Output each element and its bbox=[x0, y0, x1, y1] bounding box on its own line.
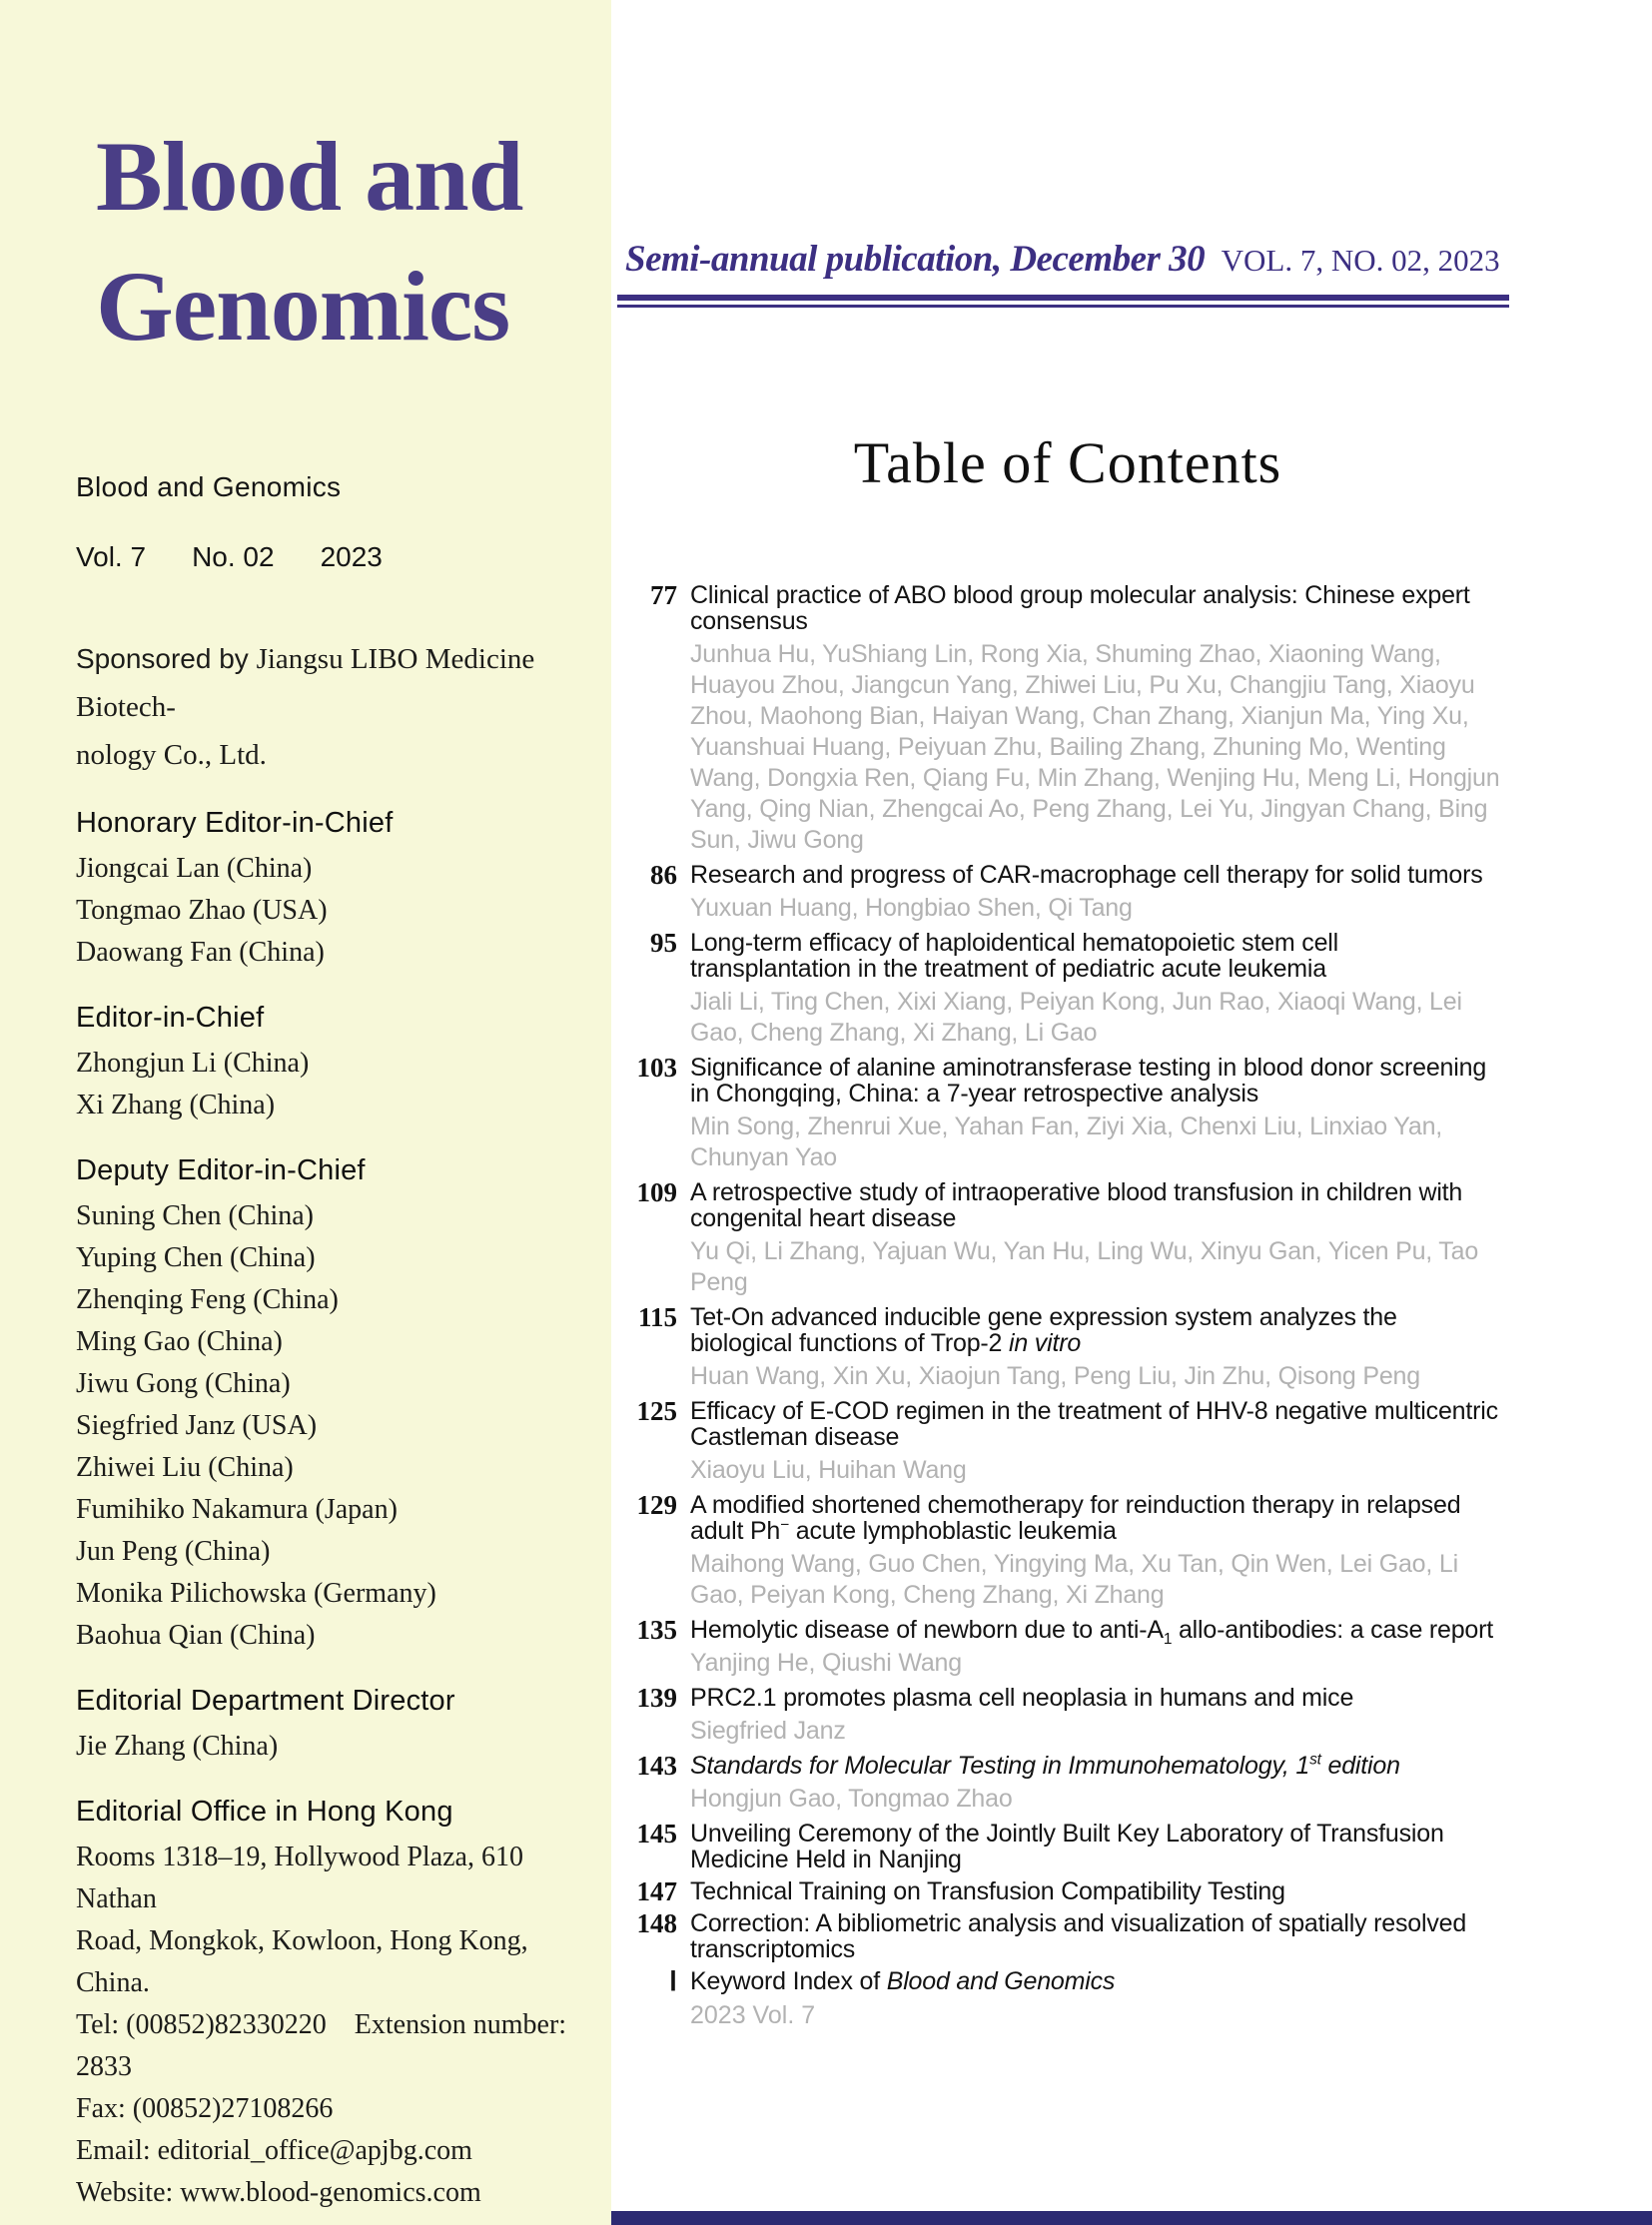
title-segment: PRC2.1 promotes plasma cell neoplasia in humans and mice bbox=[690, 1684, 1354, 1712]
toc-entry-authors: Junhua Hu, YuShiang Lin, Rong Xia, Shuming Zhao, Xiaoning Wang, Huayou Zhou, Jiangcun Yang, Zhiwei Liu, Pu Xu, Changjiu Tang, Xiaoyu Zhou, Maohong Bian, Haiyan Wang, Chan Zhang, Xianjun Ma, Ying Xu, Yuanshuai Huang, Peiyuan Zhu, Bailing Zhang, Zhuning Mo, Wenting Wang, Dongxia Ren, Qiang Fu, Min Zhang, Wenjing Hu, Meng Li, Hongjun Yang, Qing Nian, Zhengcai Ao, Peng Zhang, Lei Yu, Jingyan Chang, Bing Sun, Jiwu Gong bbox=[690, 640, 1500, 854]
title-segment: Keyword Index of bbox=[690, 1967, 887, 1995]
toc-entry bbox=[625, 1179, 1510, 1298]
sidebar-sections bbox=[76, 807, 583, 2214]
toc-entry-title bbox=[690, 1492, 1501, 1544]
toc-entry-body bbox=[690, 1492, 1501, 1611]
title-segment: acute lymphoblastic leukemia bbox=[789, 1517, 1117, 1545]
toc-entry-body bbox=[690, 1910, 1501, 1962]
sidebar-section-heading: Editor-in-Chief bbox=[76, 1002, 265, 1034]
sidebar-section-line: Jiwu Gong (China) bbox=[76, 1368, 291, 1399]
toc-entry-authors: Siegfried Janz bbox=[690, 1717, 846, 1745]
toc-entry-title bbox=[690, 1179, 1501, 1231]
title-segment: allo-antibodies: a case report bbox=[1172, 1616, 1494, 1644]
sidebar-section-line: Fumihiko Nakamura (Japan) bbox=[76, 1494, 398, 1525]
toc-entry-title bbox=[690, 862, 1501, 888]
title-segment: Significance of alanine aminotransferase testing in blood donor screening in Chongqing, China: a 7-year retrospective analysis bbox=[690, 1054, 1487, 1108]
title-segment: − bbox=[780, 1516, 789, 1534]
toc-entry-body bbox=[690, 930, 1501, 1049]
toc-footer-note: 2023 Vol. 7 bbox=[690, 2001, 816, 2029]
toc-entry-page-number: 95 bbox=[650, 928, 677, 958]
toc-entry-page-number: 143 bbox=[636, 1751, 677, 1781]
sponsor-org-line2: nology Co., Ltd. bbox=[76, 739, 267, 771]
sidebar-section-line: Email: editorial_office@apjbg.com bbox=[76, 2135, 472, 2166]
sidebar-section-line: Road, Mongkok, Kowloon, Hong Kong, China. bbox=[76, 1925, 535, 1998]
sidebar-section-line: Zhenqing Feng (China) bbox=[76, 1284, 339, 1315]
publication-header bbox=[625, 238, 1510, 281]
sidebar-section-line: Jie Zhang (China) bbox=[76, 1731, 279, 1762]
toc-entry-page-number: 145 bbox=[636, 1819, 677, 1849]
sponsor-block bbox=[76, 635, 583, 779]
title-segment: Blood and Genomics bbox=[886, 1967, 1116, 1995]
toc-entry-page-number: 103 bbox=[636, 1053, 677, 1083]
toc-entry-page-number: 139 bbox=[636, 1683, 677, 1713]
toc-entry-page-number: 125 bbox=[636, 1396, 677, 1426]
toc-entry-page-number: 135 bbox=[636, 1615, 677, 1645]
toc-entry-body bbox=[690, 582, 1501, 856]
toc-entry-title bbox=[690, 1304, 1501, 1356]
toc-entry-title bbox=[690, 930, 1501, 982]
title-segment: Hemolytic disease of newborn due to anti-A bbox=[690, 1616, 1164, 1644]
sidebar-section-line: Jiongcai Lan (China) bbox=[76, 853, 313, 884]
title-segment: Technical Training on Transfusion Compatibility Testing bbox=[690, 1877, 1285, 1905]
header-double-rule bbox=[617, 295, 1509, 308]
sidebar-section-line: Fax: (00852)27108266 bbox=[76, 2093, 334, 2124]
toc-entry-title bbox=[690, 1968, 1501, 1994]
toc-entry bbox=[625, 862, 1510, 924]
sidebar-section-line: Zhiwei Liu (China) bbox=[76, 1452, 294, 1483]
toc-entry-body bbox=[690, 1685, 1501, 1747]
toc-entry bbox=[625, 1878, 1510, 1904]
toc-entry bbox=[625, 1753, 1510, 1815]
sidebar-section-heading: Deputy Editor-in-Chief bbox=[76, 1154, 366, 1186]
toc-entry-body bbox=[690, 1968, 1501, 1994]
toc-entry-page-number: 129 bbox=[636, 1490, 677, 1520]
sidebar-section bbox=[76, 807, 583, 974]
toc-entry-page-number: 147 bbox=[636, 1876, 677, 1906]
toc-entry bbox=[625, 930, 1510, 1049]
issue-number: No. 02 bbox=[192, 541, 275, 572]
title-segment: Long-term efficacy of haploidentical hematopoietic stem cell transplantation in the treatment of pediatric acute leukemia bbox=[690, 929, 1338, 983]
sidebar-section-line: Tongmao Zhao (USA) bbox=[76, 895, 328, 926]
issue-year: 2023 bbox=[320, 541, 383, 572]
toc-entry bbox=[625, 582, 1510, 856]
title-segment: Research and progress of CAR-macrophage cell therapy for solid tumors bbox=[690, 861, 1483, 889]
toc-entry-authors: Xiaoyu Liu, Huihan Wang bbox=[690, 1456, 967, 1484]
journal-name: Blood and Genomics bbox=[76, 471, 342, 502]
journal-title bbox=[96, 112, 583, 371]
sidebar-section-line: Rooms 1318–19, Hollywood Plaza, 610 Nathan bbox=[76, 1842, 530, 1914]
sidebar-section-line: Suning Chen (China) bbox=[76, 1200, 314, 1231]
sidebar-section-heading: Honorary Editor-in-Chief bbox=[76, 807, 394, 839]
sidebar-section-line: Yuping Chen (China) bbox=[76, 1242, 316, 1273]
footer-rule-bar bbox=[611, 2211, 1652, 2225]
sponsor-org-line1: Jiangsu LIBO Medicine Biotech- bbox=[76, 643, 535, 723]
toc-column bbox=[611, 0, 1510, 2031]
toc-entry-authors: Hongjun Gao, Tongmao Zhao bbox=[690, 1785, 1013, 1813]
sidebar-section-line: Baohua Qian (China) bbox=[76, 1620, 316, 1651]
sidebar-section-line: Jun Peng (China) bbox=[76, 1536, 271, 1567]
toc-entry bbox=[625, 1821, 1510, 1872]
toc-entry bbox=[625, 1910, 1510, 1962]
publication-issue-info: VOL. 7, NO. 02, 2023 bbox=[1221, 243, 1500, 278]
sidebar-section-line: Zhongjun Li (China) bbox=[76, 1048, 310, 1079]
issue-line bbox=[76, 541, 583, 573]
toc-entry bbox=[625, 1055, 1510, 1173]
sponsor-label: Sponsored by bbox=[76, 643, 257, 674]
toc-entry-body bbox=[690, 1617, 1501, 1679]
title-segment: in vitro bbox=[1008, 1329, 1082, 1357]
publication-note: Semi-annual publication, December 30 bbox=[625, 239, 1206, 280]
toc-entry-body bbox=[690, 1304, 1501, 1392]
title-segment: 1 bbox=[1163, 1631, 1173, 1648]
toc-entry-body bbox=[690, 1753, 1501, 1815]
title-segment: A modified shortened chemotherapy for reinduction therapy in relapsed adult Ph bbox=[690, 1491, 1461, 1545]
toc-entry-title bbox=[690, 1878, 1501, 1904]
issue-volume: Vol. 7 bbox=[76, 541, 147, 572]
journal-title-line1: Blood and bbox=[96, 121, 523, 232]
toc-entry-title bbox=[690, 1398, 1501, 1450]
toc-entry-body bbox=[690, 862, 1501, 924]
toc-entry-page-number: 148 bbox=[636, 1908, 677, 1938]
journal-cover-sidebar bbox=[0, 0, 611, 2225]
toc-entry-page-number: 86 bbox=[650, 860, 677, 890]
toc-entry-body bbox=[690, 1398, 1501, 1486]
title-segment: st bbox=[1309, 1751, 1321, 1769]
toc-entry-authors: Maihong Wang, Guo Chen, Yingying Ma, Xu Tan, Qin Wen, Lei Gao, Li Gao, Peiyan Kong, Cheng Zhang, Xi Zhang bbox=[690, 1550, 1458, 1609]
title-segment: Correction: A bibliometric analysis and visualization of spatially resolved transcriptomics bbox=[690, 1909, 1467, 1963]
sidebar-section bbox=[76, 1796, 583, 2214]
toc-entry-title bbox=[690, 1910, 1501, 1962]
toc-entry bbox=[625, 1968, 1510, 1994]
title-segment: Unveiling Ceremony of the Jointly Built Key Laboratory of Transfusion Medicine Held in Nanjing bbox=[690, 1820, 1444, 1873]
toc-title: Table of Contents bbox=[853, 430, 1282, 495]
title-segment: Clinical practice of ABO blood group molecular analysis: Chinese expert consensus bbox=[690, 581, 1470, 635]
sidebar-section bbox=[76, 1002, 583, 1126]
toc-entry-authors: Huan Wang, Xin Xu, Xiaojun Tang, Peng Liu, Jin Zhu, Qisong Peng bbox=[690, 1362, 1420, 1390]
toc-entry-page-number: 115 bbox=[637, 1302, 677, 1332]
header-rule-thin bbox=[617, 305, 1509, 308]
toc-entry-body bbox=[690, 1179, 1501, 1298]
toc-entry-title bbox=[690, 1055, 1501, 1107]
toc-entry-body bbox=[690, 1878, 1501, 1904]
toc-entry bbox=[625, 1304, 1510, 1392]
toc-entry-authors: Yanjing He, Qiushi Wang bbox=[690, 1649, 962, 1677]
sidebar-section-heading: Editorial Department Director bbox=[76, 1685, 455, 1717]
title-segment: edition bbox=[1320, 1752, 1400, 1780]
sidebar-section-line: Monika Pilichowska (Germany) bbox=[76, 1578, 436, 1609]
header-rule-thick bbox=[617, 295, 1509, 301]
sidebar-section-line: Ming Gao (China) bbox=[76, 1326, 283, 1357]
toc-entry-page-number: 109 bbox=[636, 1177, 677, 1207]
toc-entry-page-number: 77 bbox=[650, 580, 677, 610]
sidebar-section-heading: Editorial Office in Hong Kong bbox=[76, 1796, 453, 1828]
title-segment: A retrospective study of intraoperative blood transfusion in children with congenital heart disease bbox=[690, 1178, 1463, 1232]
toc-entry-authors: Yu Qi, Li Zhang, Yajuan Wu, Yan Hu, Ling Wu, Xinyu Gan, Yicen Pu, Tao Peng bbox=[690, 1237, 1479, 1296]
toc-entry bbox=[625, 1398, 1510, 1486]
toc-entry-title bbox=[690, 1753, 1501, 1779]
toc-entry-authors: Jiali Li, Ting Chen, Xixi Xiang, Peiyan Kong, Jun Rao, Xiaoqi Wang, Lei Gao, Cheng Zhang, Xi Zhang, Li Gao bbox=[690, 988, 1462, 1047]
toc-entry-title bbox=[690, 582, 1501, 634]
title-segment: Tet-On advanced inducible gene expression system analyzes the biological functions of Trop-2 bbox=[690, 1303, 1397, 1357]
toc-entry bbox=[625, 1685, 1510, 1747]
sidebar-section-line: Website: www.blood-genomics.com bbox=[76, 2177, 481, 2208]
toc-entry bbox=[625, 1617, 1510, 1679]
sidebar-section bbox=[76, 1685, 583, 1768]
journal-title-line2: Genomics bbox=[96, 251, 510, 362]
sidebar-section-line: Daowang Fan (China) bbox=[76, 937, 325, 968]
title-segment: Efficacy of E-COD regimen in the treatment of HHV-8 negative multicentric Castleman disease bbox=[690, 1397, 1498, 1451]
sidebar-section-line: Xi Zhang (China) bbox=[76, 1090, 276, 1120]
toc-entry-page-number: Ⅰ bbox=[669, 1966, 677, 1996]
toc-entry-body bbox=[690, 1821, 1501, 1872]
toc-entry bbox=[625, 1492, 1510, 1611]
toc-entry-body bbox=[690, 1055, 1501, 1173]
title-segment: Standards for Molecular Testing in Immunohematology, 1 bbox=[690, 1752, 1310, 1780]
sidebar-section-line: Tel: (00852)82330220 Extension number: 2833 bbox=[76, 2009, 574, 2082]
toc-entry-authors: Yuxuan Huang, Hongbiao Shen, Qi Tang bbox=[690, 894, 1133, 922]
sidebar-section-line: Siegfried Janz (USA) bbox=[76, 1410, 318, 1441]
toc-list bbox=[625, 582, 1510, 1994]
toc-entry-title bbox=[690, 1616, 1501, 1648]
toc-entry-title bbox=[690, 1821, 1501, 1872]
toc-entry-authors: Min Song, Zhenrui Xue, Yahan Fan, Ziyi Xia, Chenxi Liu, Linxiao Yan, Chunyan Yao bbox=[690, 1112, 1443, 1171]
sidebar-section bbox=[76, 1154, 583, 1657]
toc-entry-title bbox=[690, 1685, 1501, 1711]
